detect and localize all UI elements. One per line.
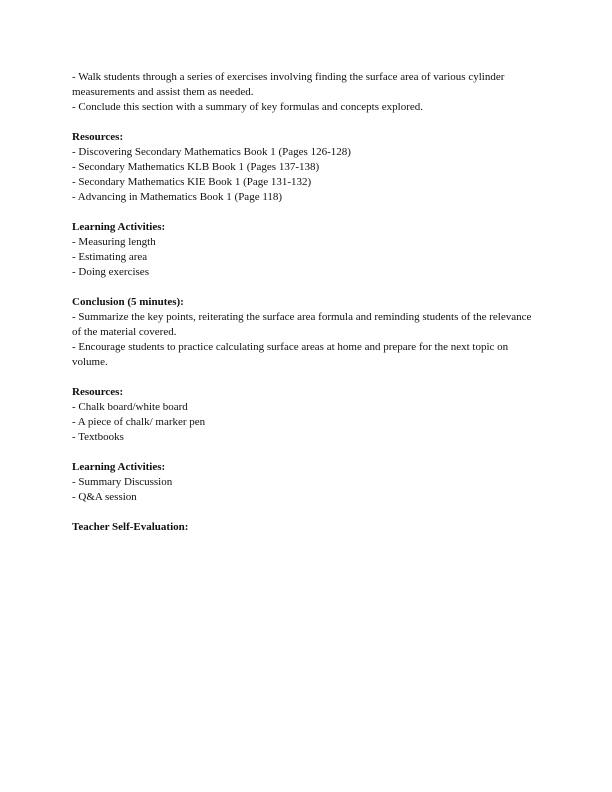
learning-activities-section-1: [72, 220, 540, 280]
list-item: - Discovering Secondary Mathematics Book 1 (Pages 126-128): [72, 146, 351, 158]
list-item: - Encourage students to practice calculating surface areas at home and prepare for the next topic on volume.: [72, 341, 509, 368]
list-item: - Estimating area: [72, 251, 148, 263]
list-item: - Summarize the key points, reiterating the surface area formula and reminding students of the relevance of the material covered.: [72, 311, 532, 338]
list-item: - A piece of chalk/ marker pen: [72, 416, 206, 428]
section-heading: Resources:: [72, 386, 124, 398]
list-item: - Summary Discussion: [72, 476, 173, 488]
list-item: - Textbooks: [72, 431, 124, 443]
list-item: - Secondary Mathematics KLB Book 1 (Pages 137-138): [72, 161, 320, 173]
resources-section-2: [72, 385, 540, 445]
list-item: - Secondary Mathematics KIE Book 1 (Page 131-132): [72, 176, 312, 188]
intro-item: - Walk students through a series of exercises involving finding the surface area of various cylinder measurements and assist them as needed.: [72, 71, 505, 98]
section-heading: Teacher Self-Evaluation:: [72, 521, 189, 533]
list-item: - Q&A session: [72, 491, 137, 503]
list-item: - Chalk board/white board: [72, 401, 188, 413]
intro-item: - Conclude this section with a summary of key formulas and concepts explored.: [72, 101, 423, 113]
list-item: - Measuring length: [72, 236, 156, 248]
section-heading: Learning Activities:: [72, 461, 166, 473]
conclusion-section: [72, 295, 540, 370]
section-heading: Conclusion (5 minutes):: [72, 296, 184, 308]
intro-section: [72, 70, 540, 115]
learning-activities-section-2: [72, 460, 540, 505]
document-page: [72, 70, 540, 550]
self-evaluation-section: [72, 520, 540, 535]
resources-section-1: [72, 130, 540, 205]
section-heading: Resources:: [72, 131, 124, 143]
list-item: - Doing exercises: [72, 266, 149, 278]
list-item: - Advancing in Mathematics Book 1 (Page 118): [72, 191, 283, 203]
section-heading: Learning Activities:: [72, 221, 166, 233]
